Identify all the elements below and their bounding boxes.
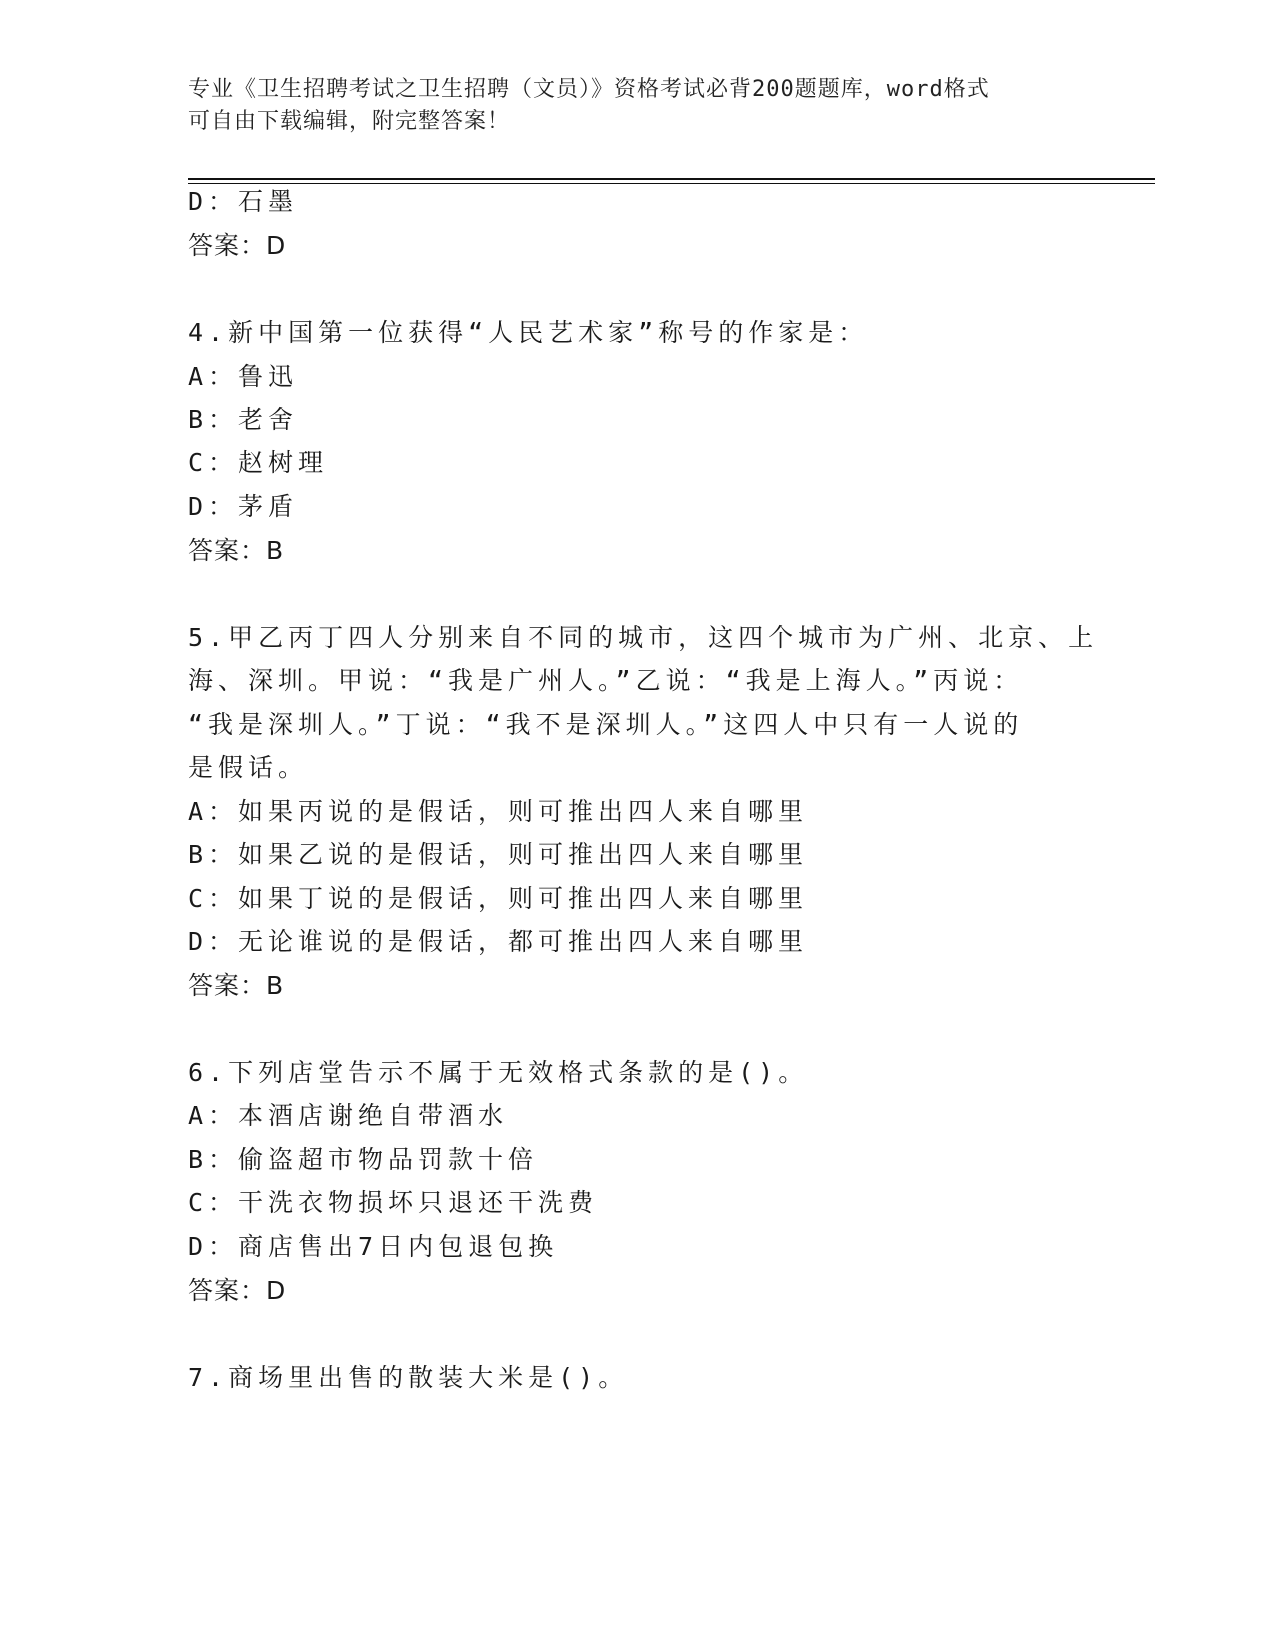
q6-question: 6.下列店堂告示不属于无效格式条款的是()。 — [188, 1058, 809, 1087]
q4-option-c: C：赵树理 — [188, 448, 329, 477]
q4-answer: 答案：B — [188, 536, 285, 565]
q5-option-a: A：如果丙说的是假话，则可推出四人来自哪里 — [188, 797, 809, 826]
q6-option-b: B：偷盗超市物品罚款十倍 — [188, 1145, 539, 1174]
header-title-line-2: 可自由下载编辑，附完整答案！ — [188, 109, 511, 134]
q6-option-a: A：本酒店谢绝自带酒水 — [188, 1101, 509, 1130]
q7-question: 7.商场里出售的散装大米是()。 — [188, 1363, 629, 1392]
q6-option-d: D：商店售出7日内包退包换 — [188, 1232, 559, 1261]
q5-question-line-4: 是假话。 — [188, 753, 309, 782]
q5-answer: 答案：B — [188, 971, 285, 1000]
q4-option-a: A：鲁迅 — [188, 362, 299, 391]
q4-question: 4.新中国第一位获得“人民艺术家”称号的作家是： — [188, 318, 869, 347]
q5-option-b: B：如果乙说的是假话，则可推出四人来自哪里 — [188, 840, 809, 869]
q5-option-d: D：无论谁说的是假话，都可推出四人来自哪里 — [188, 927, 809, 956]
q5-question-line-1: 5.甲乙丙丁四人分别来自不同的城市，这四个城市为广州、北京、上 — [188, 623, 1099, 652]
q5-question-line-2: 海、深圳。甲说：“我是广州人。”乙说：“我是上海人。”丙说： — [188, 666, 1024, 695]
q3-option-d: D：石墨 — [188, 187, 299, 216]
q5-option-c: C：如果丁说的是假话，则可推出四人来自哪里 — [188, 884, 809, 913]
q4-option-d: D：茅盾 — [188, 492, 299, 521]
q4-option-b: B：老舍 — [188, 405, 299, 434]
q6-answer: 答案：D — [188, 1276, 287, 1305]
header-title-line-1: 专业《卫生招聘考试之卫生招聘（文员）》资格考试必背200题题库，word格式 — [188, 77, 990, 102]
q5-question-line-3: “我是深圳人。”丁说：“我不是深圳人。”这四人中只有一人说的 — [188, 710, 1024, 739]
q6-option-c: C：干洗衣物损坏只退还干洗费 — [188, 1188, 599, 1217]
document-header — [188, 74, 1088, 138]
q3-answer: 答案：D — [188, 231, 287, 260]
